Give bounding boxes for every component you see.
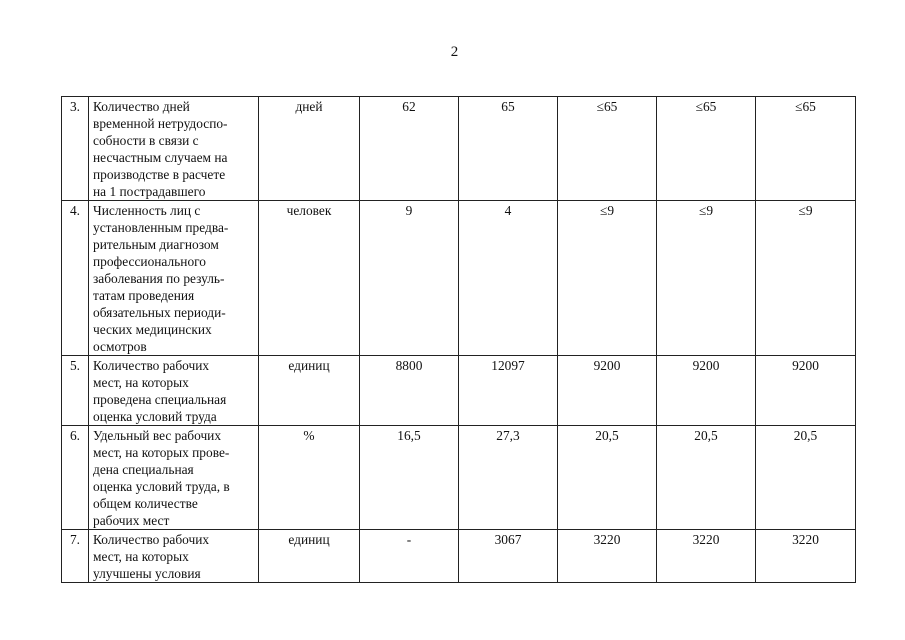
unit-label: единиц [288, 532, 330, 547]
value-text: 4 [504, 203, 512, 218]
value-text: ≤65 [795, 99, 816, 114]
value-cell [360, 530, 459, 583]
value-text: 9200 [593, 358, 621, 373]
indicator-name-line: производстве в расчете [93, 167, 226, 182]
unit-label: единиц [288, 358, 330, 373]
value-text: 62 [402, 99, 416, 114]
indicator-name-line: несчастным случаем на [93, 150, 228, 165]
value-cell [459, 356, 558, 426]
indicator-name [89, 530, 259, 583]
indicator-name-line: дена специальная [93, 462, 194, 477]
value-cell [459, 426, 558, 530]
value-text: 20,5 [595, 428, 619, 443]
value-cell [657, 530, 756, 583]
value-text: 27,3 [496, 428, 520, 443]
indicator-name-line: проведена специальная [93, 392, 227, 407]
page-number: 2 [450, 44, 459, 60]
value-text: ≤65 [695, 99, 717, 114]
value-text: 65 [501, 99, 515, 114]
value-cell [657, 426, 756, 530]
indicator-name-line: татам проведения [93, 288, 195, 303]
value-text: 3220 [593, 532, 621, 547]
indicator-name-line: рабочих мест [93, 513, 170, 528]
indicator-name-line: мест, на которых [93, 375, 189, 390]
indicator-name-line: Удельный вес рабочих [93, 428, 222, 443]
table-row [62, 201, 856, 356]
value-text: ≤65 [596, 99, 618, 114]
indicator-name-line: Численность лиц с [93, 203, 201, 218]
indicator-name-line: Количество рабочих [93, 358, 210, 373]
indicator-name-line: Количество дней [93, 99, 190, 114]
unit-label: % [303, 428, 315, 443]
value-cell [558, 426, 657, 530]
indicator-name-line: временной нетрудоспо- [93, 116, 228, 131]
indicator-name-line: Количество рабочих [93, 532, 210, 547]
row-number: 4. [62, 201, 89, 356]
indicator-name-line: на 1 пострадавшего [93, 184, 206, 199]
indicator-name-line: ческих медицинских [93, 322, 212, 337]
value-text: - [406, 532, 412, 547]
indicator-name-line: рительным диагнозом [93, 237, 219, 252]
indicator-name-line: мест, на которых прове- [93, 445, 230, 460]
indicator-name-line: улучшены условия [93, 566, 201, 581]
row-number: 5. [62, 356, 89, 426]
table-body [62, 97, 856, 583]
value-cell [657, 97, 756, 201]
value-text: ≤9 [599, 203, 615, 218]
value-text: 12097 [491, 358, 525, 373]
table-row [62, 356, 856, 426]
unit-cell [259, 201, 360, 356]
value-text: 9 [405, 203, 413, 218]
value-cell [459, 97, 558, 201]
table-row [62, 426, 856, 530]
value-text: ≤9 [698, 203, 714, 218]
table-row [62, 97, 856, 201]
indicator-name-line: заболевания по резуль- [93, 271, 225, 286]
value-cell [459, 201, 558, 356]
value-text: ≤9 [798, 203, 813, 218]
unit-label: человек [286, 203, 332, 218]
indicator-name-line: оценка условий труда [93, 409, 217, 424]
value-cell [558, 530, 657, 583]
indicator-name-line: оценка условий труда, в [93, 479, 230, 494]
indicators-table [61, 96, 856, 583]
indicator-name-line: обязательных периоди- [93, 305, 226, 320]
value-cell [657, 201, 756, 356]
value-text: 3067 [494, 532, 522, 547]
indicator-name [89, 201, 259, 356]
value-text: 8800 [395, 358, 423, 373]
indicator-name-line: мест, на которых [93, 549, 189, 564]
value-cell [558, 201, 657, 356]
unit-cell [259, 426, 360, 530]
value-cell [756, 426, 856, 530]
value-text: 20,5 [694, 428, 718, 443]
table-row [62, 530, 856, 583]
value-cell [360, 426, 459, 530]
unit-cell [259, 530, 360, 583]
indicator-name-line: собности в связи с [93, 133, 199, 148]
value-cell [558, 356, 657, 426]
value-cell [657, 356, 756, 426]
value-text: 16,5 [397, 428, 421, 443]
value-cell [360, 97, 459, 201]
value-cell [756, 201, 856, 356]
unit-cell [259, 356, 360, 426]
indicator-name [89, 426, 259, 530]
value-cell [558, 97, 657, 201]
indicator-name-line: общем количестве [93, 496, 198, 511]
indicator-name [89, 356, 259, 426]
row-number: 6. [62, 426, 89, 530]
value-cell [459, 530, 558, 583]
value-text: 9200 [792, 358, 819, 373]
unit-label: дней [295, 99, 323, 114]
value-cell [360, 201, 459, 356]
value-cell [756, 530, 856, 583]
row-number: 3. [62, 97, 89, 201]
value-text: 9200 [692, 358, 720, 373]
value-cell [360, 356, 459, 426]
indicator-name [89, 97, 259, 201]
value-text: 20,5 [793, 428, 818, 443]
row-number: 7. [62, 530, 89, 583]
value-text: 3220 [792, 532, 819, 547]
value-text: 3220 [692, 532, 720, 547]
unit-cell [259, 97, 360, 201]
value-cell [756, 97, 856, 201]
value-cell [756, 356, 856, 426]
indicator-name-line: осмотров [93, 339, 147, 354]
indicator-name-line: профессионального [93, 254, 206, 269]
indicator-name-line: установленным предва- [93, 220, 229, 235]
